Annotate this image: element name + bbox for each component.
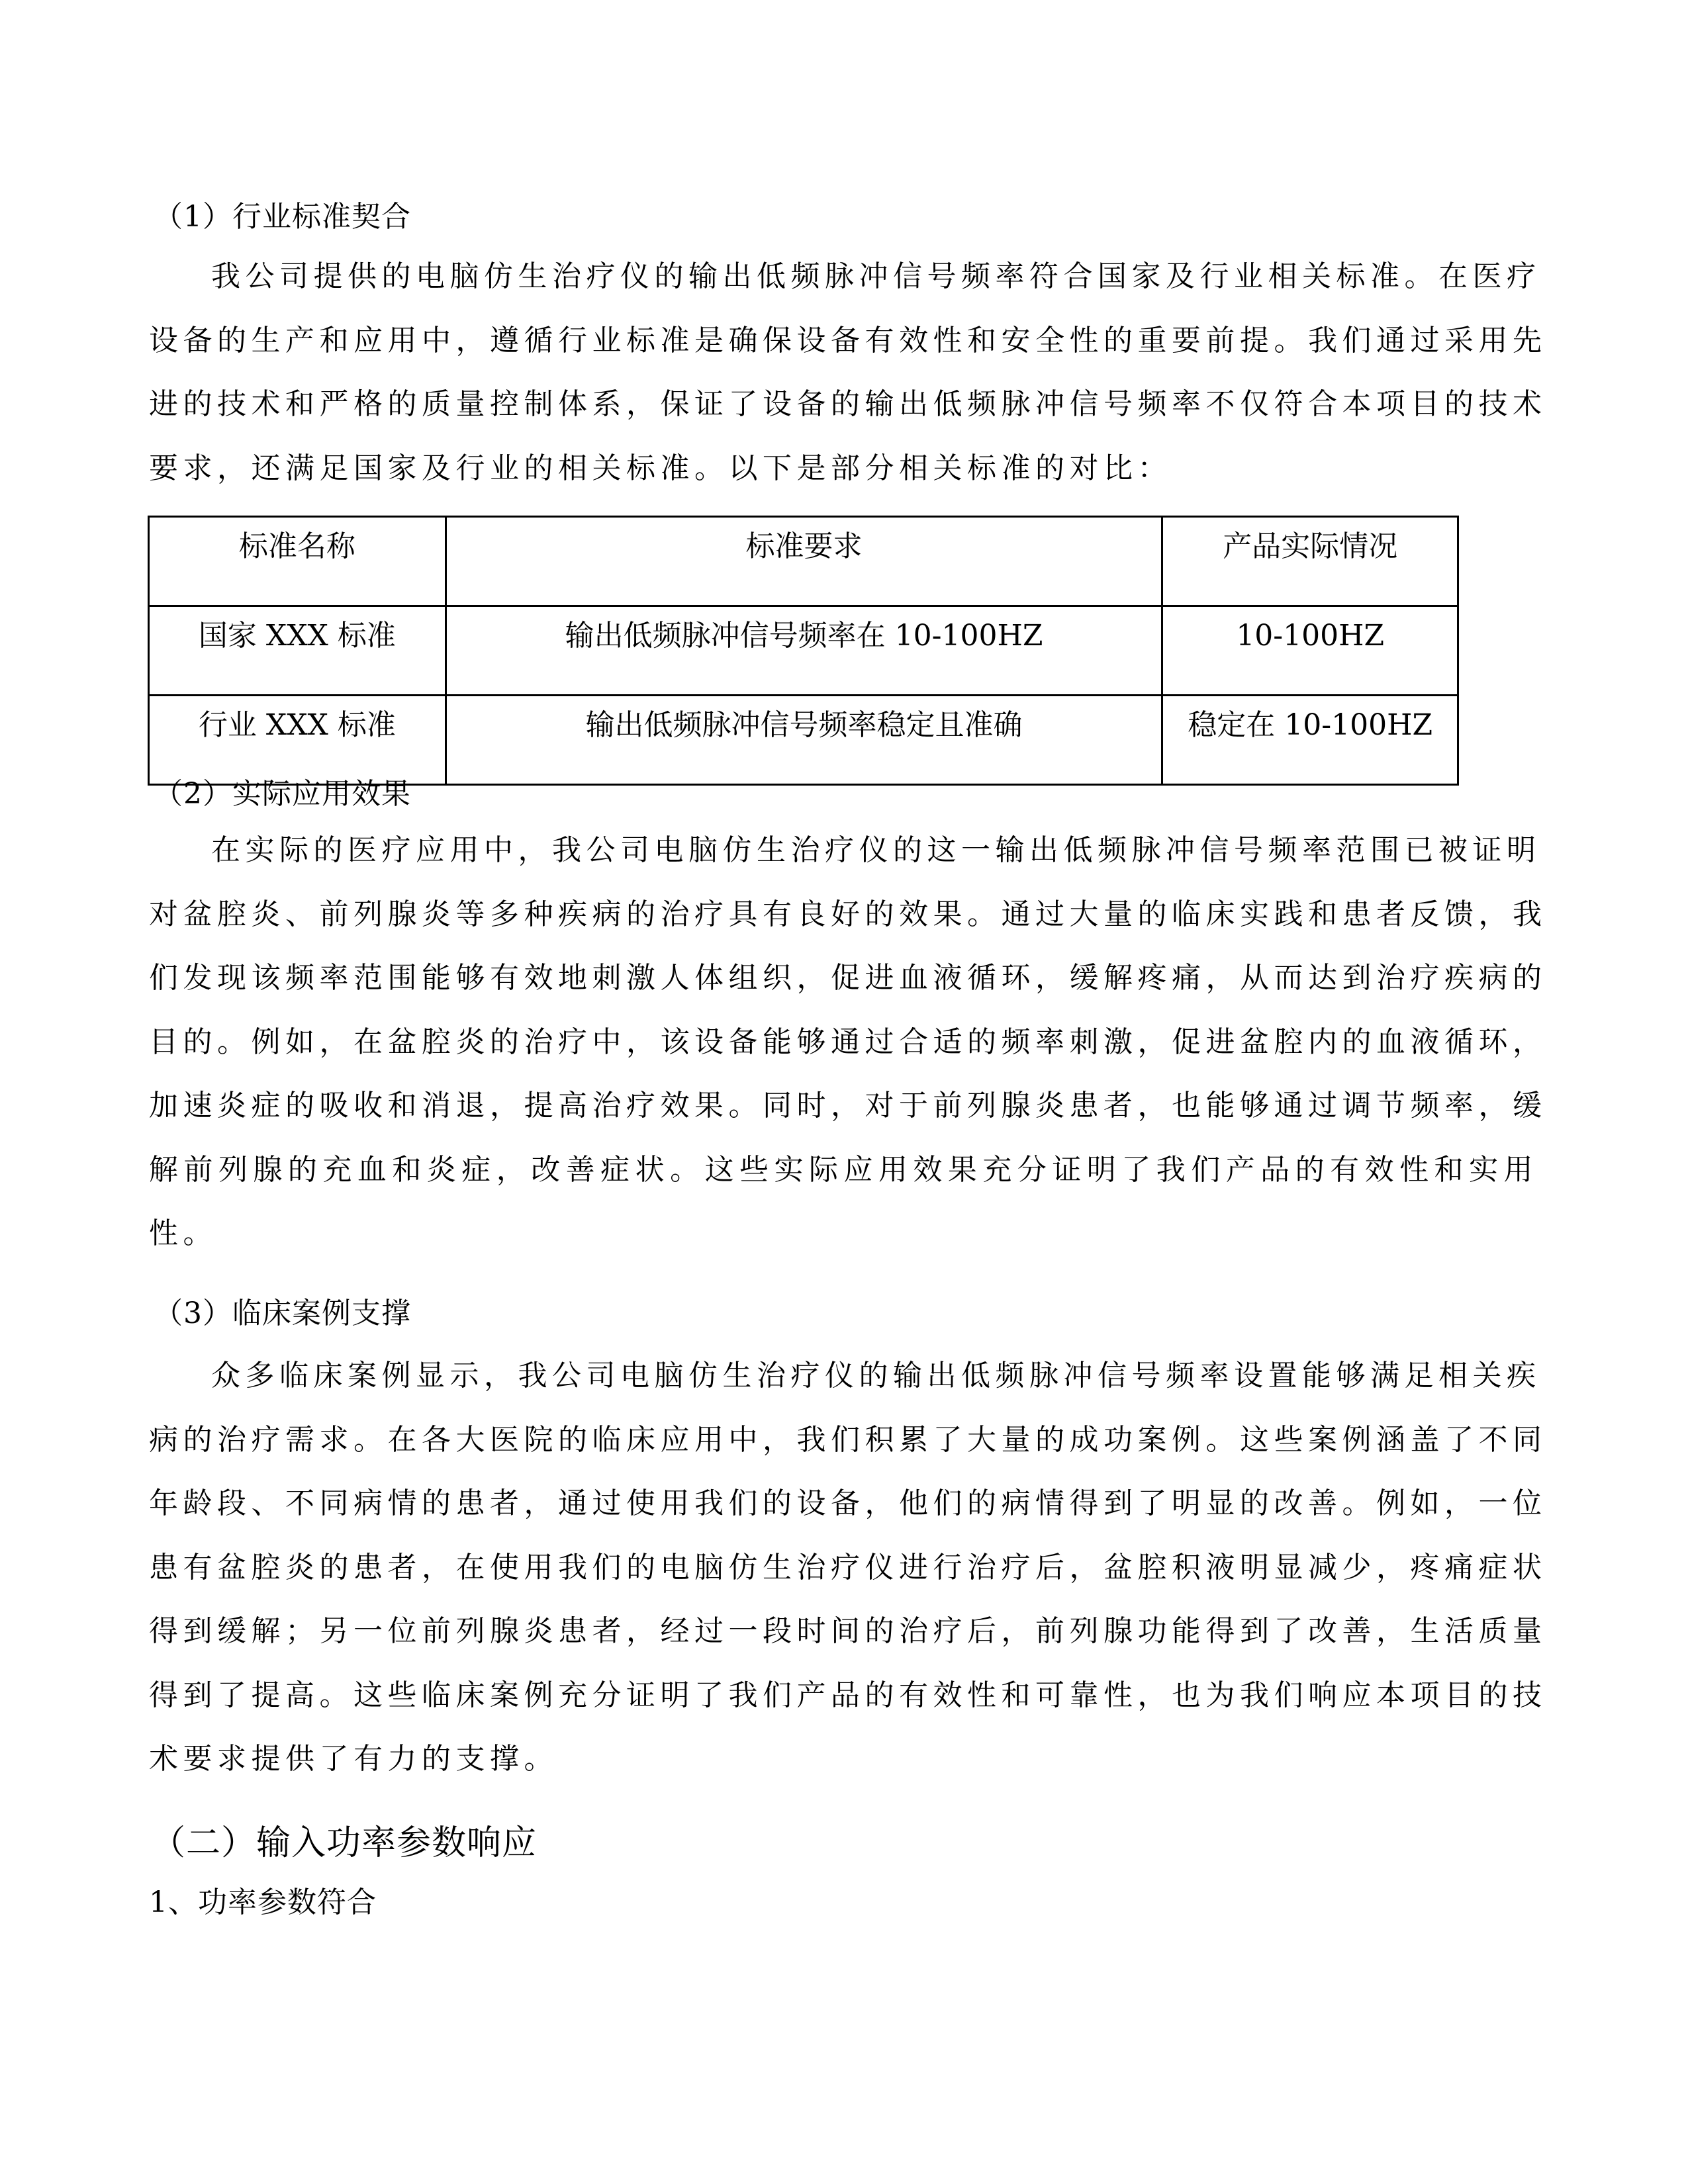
- table-row: [149, 606, 1458, 696]
- table-cell: 国家 XXX 标准: [149, 606, 446, 696]
- subsection-heading-clinical-cases: （3）临床案例支撑: [154, 1297, 411, 1330]
- paragraph-line: 们发现该频率范围能够有效地刺激人体组织，促进血液循环，缓解疼痛，从而达到治疗疾病的: [149, 961, 1547, 995]
- table-header-cell: 标准名称: [149, 517, 446, 606]
- table-header-cell: 标准要求: [445, 517, 1162, 606]
- subsection-heading-industry-standards: （1）行业标准契合: [154, 200, 411, 234]
- paragraph-line: 加速炎症的吸收和消退，提高治疗效果。同时，对于前列腺炎患者，也能够通过调节频率，缓: [149, 1089, 1547, 1122]
- table-row: [149, 696, 1458, 785]
- paragraph-line: 在实际的医疗应用中，我公司电脑仿生治疗仪的这一输出低频脉冲信号频率范围已被证明: [211, 833, 1541, 867]
- section-heading-input-power: （二）输入功率参数响应: [151, 1823, 538, 1863]
- paragraph-clinical-cases: [149, 1344, 1547, 1792]
- table-cell: 10-100HZ: [1162, 606, 1458, 696]
- table-cell: 稳定在 10-100HZ: [1162, 696, 1458, 785]
- table-cell: 行业 XXX 标准: [149, 696, 446, 785]
- paragraph-application-effects: [149, 819, 1547, 1266]
- paragraph-line: 得到缓解；另一位前列腺炎患者，经过一段时间的治疗后，前列腺功能得到了改善，生活质量: [149, 1614, 1547, 1648]
- item-heading-power-parameters: 1、功率参数符合: [149, 1886, 377, 1919]
- table-header-row: [149, 517, 1458, 606]
- paragraph-line: 性。: [149, 1216, 217, 1250]
- paragraph-line: 对盆腔炎、前列腺炎等多种疾病的治疗具有良好的效果。通过大量的临床实践和患者反馈，我: [149, 897, 1547, 931]
- paragraph-line: 患有盆腔炎的患者，在使用我们的电脑仿生治疗仪进行治疗后，盆腔积液明显减少，疼痛症状: [149, 1550, 1547, 1584]
- paragraph-line: 我公司提供的电脑仿生治疗仪的输出低频脉冲信号频率符合国家及行业相关标准。在医疗: [211, 259, 1541, 293]
- paragraph-line: 术要求提供了有力的支撑。: [149, 1742, 558, 1776]
- paragraph-industry-standards: [149, 245, 1547, 500]
- paragraph-line: 病的治疗需求。在各大医院的临床应用中，我们积累了大量的成功案例。这些案例涵盖了不同: [149, 1422, 1547, 1457]
- paragraph-line: 众多临床案例显示，我公司电脑仿生治疗仪的输出低频脉冲信号频率设置能够满足相关疾: [211, 1359, 1541, 1392]
- table-cell: 输出低频脉冲信号频率在 10-100HZ: [445, 606, 1162, 696]
- paragraph-line: 得到了提高。这些临床案例充分证明了我们产品的有效性和可靠性，也为我们响应本项目的技: [149, 1678, 1547, 1712]
- standards-comparison-table: [148, 516, 1459, 786]
- subsection-heading-application-effects: （2）实际应用效果: [154, 777, 411, 811]
- table-header-cell: 产品实际情况: [1162, 517, 1458, 606]
- paragraph-line: 年龄段、不同病情的患者，通过使用我们的设备，他们的病情得到了明显的改善。例如，一位: [149, 1486, 1547, 1520]
- paragraph-line: 目的。例如，在盆腔炎的治疗中，该设备能够通过合适的频率刺激，促进盆腔内的血液循环，: [149, 1024, 1547, 1059]
- paragraph-line: 进的技术和严格的质量控制体系，保证了设备的输出低频脉冲信号频率不仅符合本项目的技术: [149, 387, 1547, 421]
- table-cell: 输出低频脉冲信号频率稳定且准确: [445, 696, 1162, 785]
- paragraph-line: 要求，还满足国家及行业的相关标准。以下是部分相关标准的对比：: [149, 451, 1172, 485]
- paragraph-line: 设备的生产和应用中，遵循行业标准是确保设备有效性和安全性的重要前提。我们通过采用先: [149, 323, 1547, 357]
- paragraph-line: 解前列腺的充血和炎症，改善症状。这些实际应用效果充分证明了我们产品的有效性和实用: [149, 1152, 1538, 1187]
